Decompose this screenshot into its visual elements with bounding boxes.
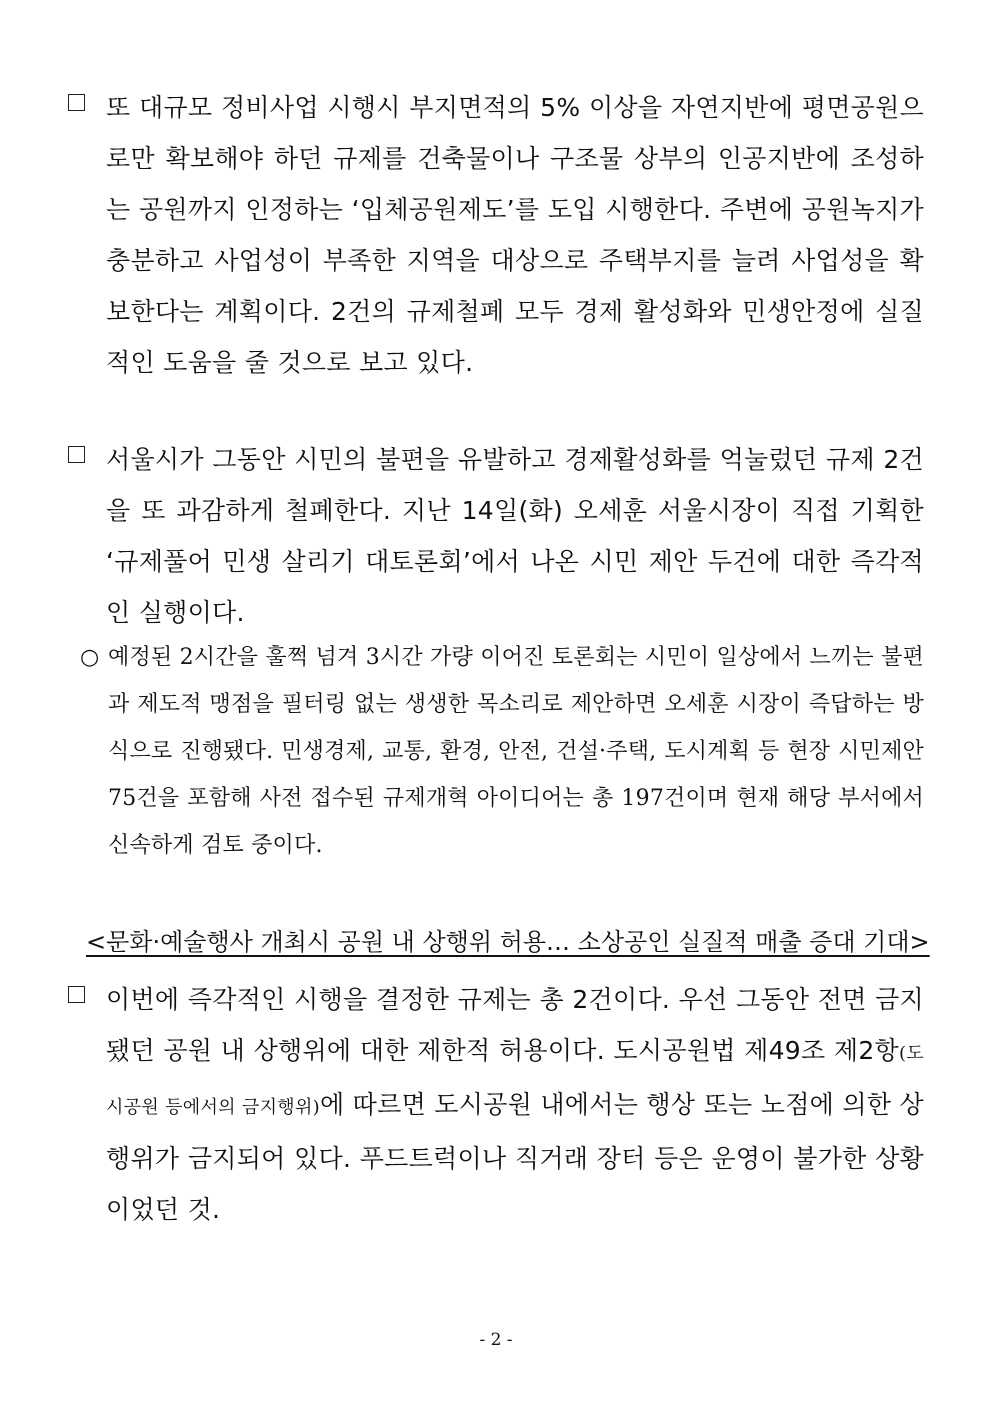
paragraph-3-parenthetical: (도시공원 등에서의 금지행위) [106,1043,924,1118]
paragraph-1-text: 또 대규모 정비사업 시행시 부지면적의 5% 이상을 자연지반에 평면공원으로만 확보해야 하던 규제를 건축물이나 구조물 상부의 인공지반에 조성하는 공원까지 인정하는 ‘입체공원제도’를 도입 시행한다. 주변에 공원녹지가 충분하고 사업성이 부족한 지역을 대상으로 주택부지를 늘려 사업성을 확보한다는 계획이다. 2건의 규제철폐 모두 경제 활성화와 민생안정에 실질적인 도움을 줄 것으로 보고 있다. [106,93,924,377]
sub-paragraph-1 [80,634,924,869]
page-number: - 2 - [479,1330,513,1350]
paragraph-3-text-b: 에 따르면 도시공원 내에서는 행상 또는 노점에 의한 상행위가 금지되어 있다. 푸드트럭이나 직거래 장터 등은 운영이 불가한 상황이었던 것. [106,1090,924,1224]
sub-paragraph-1-text: 예정된 2시간을 훌쩍 넘겨 3시간 가량 이어진 토론회는 시민이 일상에서 느끼는 불편과 제도적 맹점을 필터링 없는 생생한 목소리로 제안하면 오세훈 시장이 즉답하는 방식으로 진행됐다. 민생경제, 교통, 환경, 안전, 건설·주택, 도시계획 등 현장 시민제안 75건을 포함해 사전 접수된 규제개혁 아이디어는 총 197건이며 현재 해당 부서에서 신속하게 검토 중이다. [108,645,924,858]
paragraph-3 [68,974,924,1235]
checkbox-bullet-icon [68,94,85,111]
paragraph-1 [68,82,924,388]
checkbox-bullet-icon [68,446,85,463]
paragraph-3-text [106,974,924,1235]
circle-bullet-icon: ○ [80,645,100,670]
paragraph-2 [68,434,924,638]
paragraph-3-text-a: 이번에 즉각적인 시행을 결정한 규제는 총 2건이다. 우선 그동안 전면 금지됐던 공원 내 상행위에 대한 제한적 허용이다. 도시공원법 제49조 제2항 [106,985,924,1065]
paragraph-2-text: 서울시가 그동안 시민의 불편을 유발하고 경제활성화를 억눌렀던 규제 2건을 또 과감하게 철폐한다. 지난 14일(화) 오세훈 서울시장이 직접 기획한 ‘규제풀어 민생 살리기 대토론회’에서 나온 시민 제안 두건에 대한 즉각적인 실행이다. [106,445,924,627]
section-heading: <문화·예술행사 개최시 공원 내 상행위 허용… 소상공인 실질적 매출 증대 기대> [86,928,930,956]
checkbox-bullet-icon [68,986,85,1003]
